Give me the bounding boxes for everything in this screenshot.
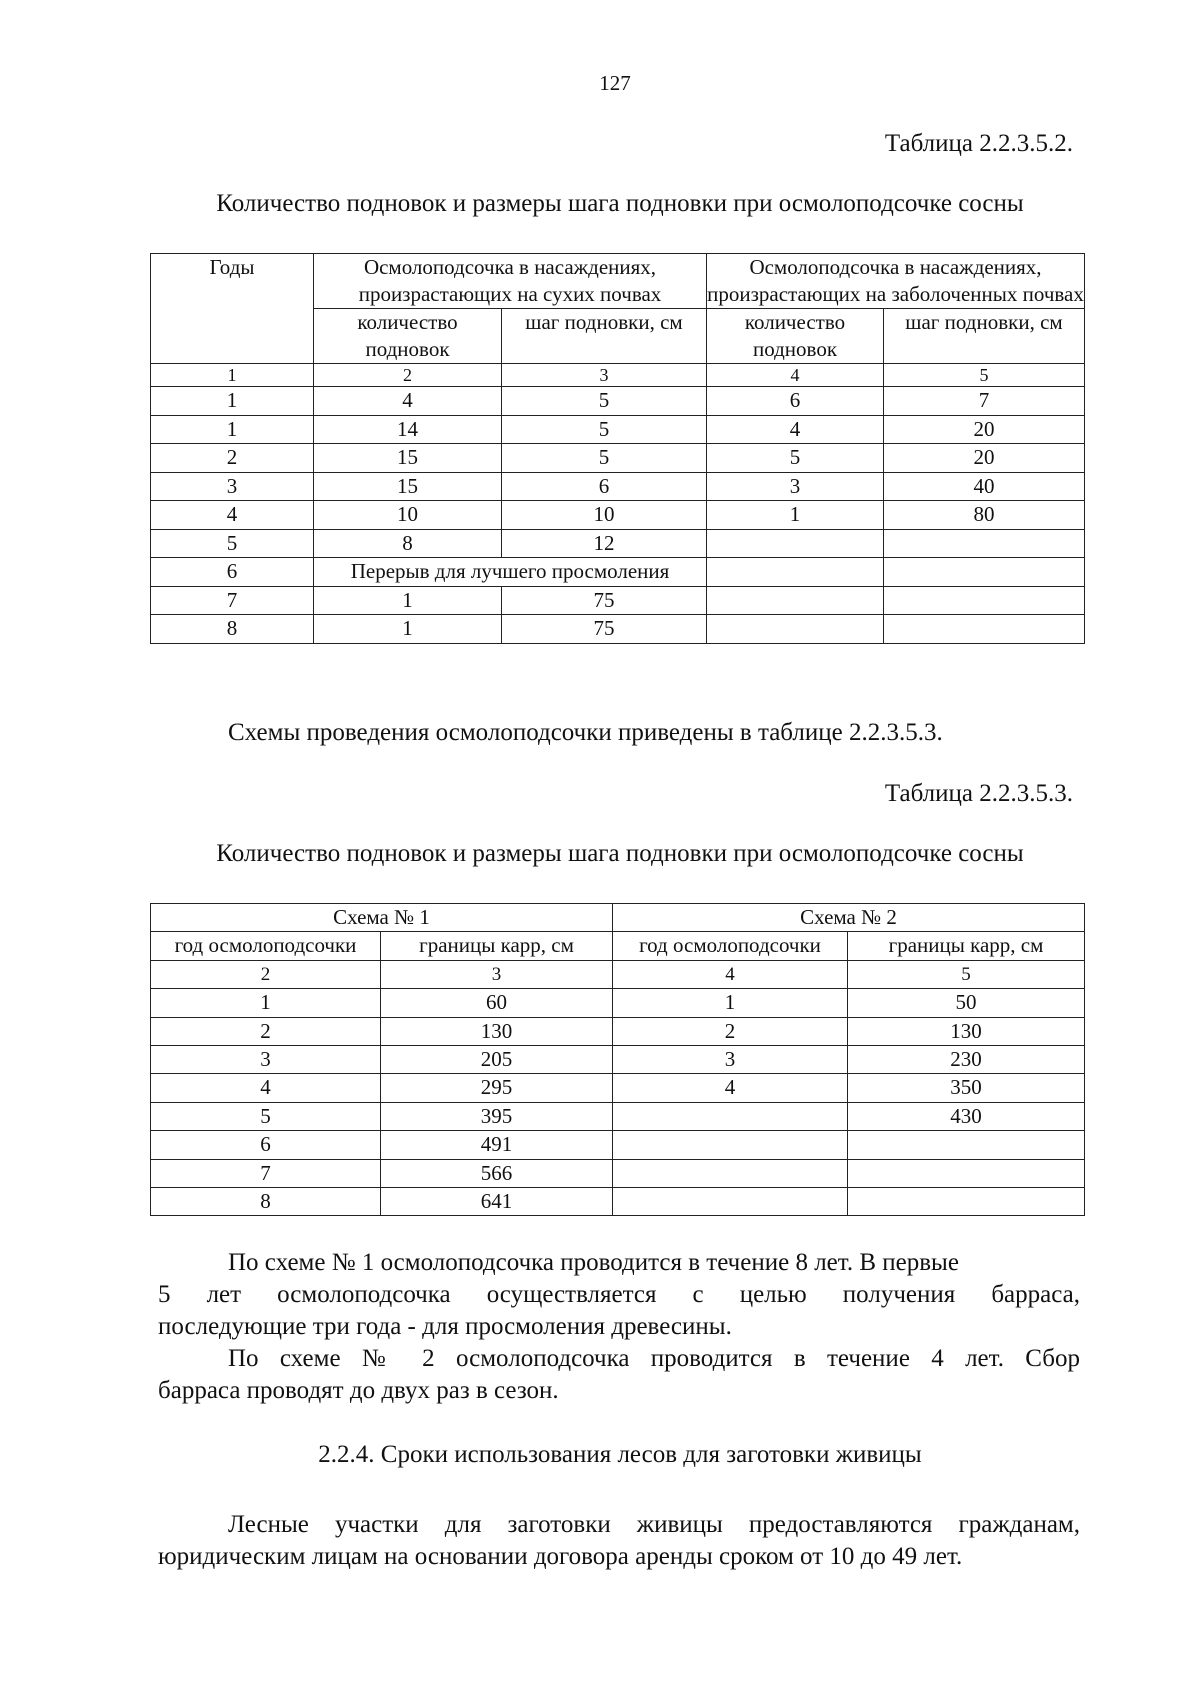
schemes-note: Схемы проведения осмолоподсочки приведены в таблице 2.2.3.5.3. [228,719,943,746]
table-row [151,1159,1085,1187]
table-cell: 10 [502,501,707,530]
table-cell: 3 [613,1046,848,1074]
table-cell [707,529,884,558]
table2-subheader-year-1: год осмолоподсочки [151,932,381,960]
table-cell: 10 [314,501,502,530]
table-cell: 205 [381,1046,613,1074]
table-row [151,472,1085,501]
table-cell: 4 [151,1074,381,1102]
table-row [151,1046,1085,1074]
table-cell [613,1102,848,1130]
table-cell [613,1159,848,1187]
table-cell: 15 [314,472,502,501]
table1-title: Количество подновок и размеры шага подновки при осмолоподсочке сосны [216,190,1024,217]
table-cell: 2 [613,1017,848,1045]
table-cell: 1 [151,415,314,444]
table1-subheader-step-dry: шаг подновки, см [502,309,707,364]
table-cell: 1 [151,387,314,416]
column-number: 1 [151,364,314,387]
table-row [151,501,1085,530]
table1-column-numbers-row [151,364,1085,387]
table-cell: 230 [848,1046,1085,1074]
table-cell: 1 [314,615,502,644]
table1-header-wet-soils: Осмолоподсочка в насаждениях, произрастающих на заболоченных почвах [707,254,1085,309]
table1-subheader-step-wet: шаг подновки, см [884,309,1085,364]
table1-subheader-count-wet: количество подновок [707,309,884,364]
table2-caption: Таблица 2.2.3.5.3. [884,780,1073,807]
table-cell: 2 [151,444,314,473]
table-row [151,615,1085,644]
table-cell: 15 [314,444,502,473]
table-cell: 75 [502,586,707,615]
table-cell: 8 [151,1188,381,1216]
table-cell: 566 [381,1159,613,1187]
table-row [151,387,1085,416]
table-row [151,415,1085,444]
table-cell: 3 [151,1046,381,1074]
table-cell: 1 [314,586,502,615]
table-cell-break-note: Перерыв для лучшего просмоления [314,558,707,587]
para1-line3: последующие три года - для просмоления древесины. [158,1313,732,1340]
table-cell: 5 [151,529,314,558]
para3-line1: Лесные участки для заготовки живицы предоставляются гражданам, [228,1511,1080,1538]
table-cell: 8 [151,615,314,644]
table2 [150,903,1085,1216]
table-cell: 5 [502,387,707,416]
para1-line1: По схеме № 1 осмолоподсочка проводится в течение 8 лет. В первые [228,1249,959,1276]
table-cell: 395 [381,1102,613,1130]
table-row [151,1017,1085,1045]
column-number: 4 [707,364,884,387]
table-cell: 4 [314,387,502,416]
table-cell [613,1188,848,1216]
table2-column-numbers-row [151,960,1085,988]
table-cell: 430 [848,1102,1085,1130]
para2-line2: барраса проводят до двух раз в сезон. [158,1377,559,1404]
table-cell: 5 [151,1102,381,1130]
table-row [151,1074,1085,1102]
table2-header-scheme2: Схема № 2 [613,904,1085,932]
table-cell: 2 [151,1017,381,1045]
table-cell: 12 [502,529,707,558]
table-cell [707,586,884,615]
table-cell [884,615,1085,644]
table1-header-dry-soils: Осмолоподсочка в насаждениях, произрастающих на сухих почвах [314,254,707,309]
table1-subheader-count-dry: количество подновок [314,309,502,364]
table-cell: 75 [502,615,707,644]
table-cell: 3 [151,472,314,501]
table-cell: 1 [151,989,381,1017]
table-cell: 6 [151,1131,381,1159]
table-cell: 5 [502,415,707,444]
table-cell: 4 [707,415,884,444]
table-cell: 130 [381,1017,613,1045]
table2-subheader-bounds-1: границы карр, см [381,932,613,960]
table1 [150,253,1085,644]
table-row [151,558,1085,587]
table1-header-years: Годы [151,254,314,364]
table-cell [707,558,884,587]
table-cell: 6 [151,558,314,587]
table2-title: Количество подновок и размеры шага подновки при осмолоподсочке сосны [216,840,1024,867]
table-cell: 60 [381,989,613,1017]
table-cell: 6 [502,472,707,501]
table-cell: 8 [314,529,502,558]
page-number: 127 [599,71,631,95]
table1-caption: Таблица 2.2.3.5.2. [884,130,1073,157]
column-number: 3 [381,960,613,988]
table-cell: 6 [707,387,884,416]
column-number: 5 [884,364,1085,387]
table2-subheader-year-2: год осмолоподсочки [613,932,848,960]
table-cell: 3 [707,472,884,501]
table-cell: 641 [381,1188,613,1216]
table-cell: 130 [848,1017,1085,1045]
column-number: 2 [314,364,502,387]
column-number: 3 [502,364,707,387]
table-cell: 40 [884,472,1085,501]
table-row [151,1131,1085,1159]
table-cell [848,1188,1085,1216]
table-cell: 491 [381,1131,613,1159]
table-row [151,444,1085,473]
table-cell: 50 [848,989,1085,1017]
table-cell [848,1159,1085,1187]
table-cell: 7 [884,387,1085,416]
table-cell: 4 [151,501,314,530]
table-cell: 350 [848,1074,1085,1102]
column-number: 2 [151,960,381,988]
table-cell [848,1131,1085,1159]
table-cell: 5 [502,444,707,473]
table-cell: 1 [707,501,884,530]
table-row [151,1102,1085,1130]
table-cell: 4 [613,1074,848,1102]
para3-line2: юридическим лицам на основании договора аренды сроком от 10 до 49 лет. [158,1543,963,1570]
para1-line2: 5 лет осмолоподсочка осуществляется с целью получения барраса, [158,1281,1080,1308]
table-cell: 5 [707,444,884,473]
table-cell [884,558,1085,587]
table2-header-scheme1: Схема № 1 [151,904,613,932]
table-cell: 7 [151,586,314,615]
table-cell: 1 [613,989,848,1017]
table-cell: 295 [381,1074,613,1102]
table-row [151,1188,1085,1216]
table-cell: 20 [884,444,1085,473]
table-cell [613,1131,848,1159]
table-row [151,989,1085,1017]
para2-line1: По схеме № 2 осмолоподсочка проводится в течение 4 лет. Сбор [228,1345,1080,1372]
column-number: 5 [848,960,1085,988]
table-row [151,586,1085,615]
table-cell [884,586,1085,615]
table-cell [707,615,884,644]
table-cell: 20 [884,415,1085,444]
table-cell: 14 [314,415,502,444]
table2-subheader-bounds-2: границы карр, см [848,932,1085,960]
section-heading: 2.2.4. Сроки использования лесов для заготовки живицы [318,1441,922,1468]
table-cell: 80 [884,501,1085,530]
column-number: 4 [613,960,848,988]
table-cell [884,529,1085,558]
table-row [151,529,1085,558]
table-cell: 7 [151,1159,381,1187]
